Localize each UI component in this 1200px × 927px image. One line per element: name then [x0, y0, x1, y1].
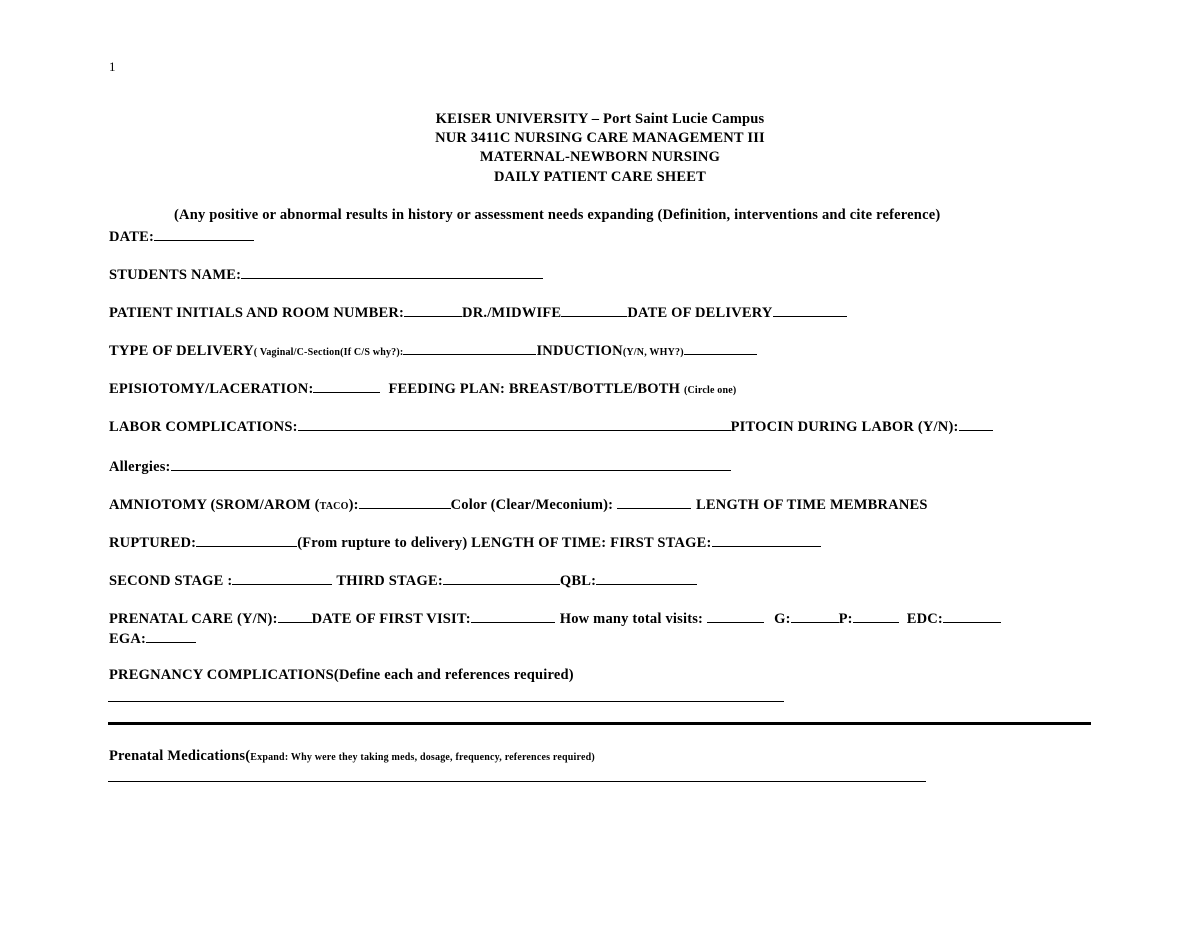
students-name-blank[interactable] [241, 265, 543, 279]
induction-label: INDUCTION [536, 343, 623, 359]
p-blank[interactable] [853, 609, 899, 623]
ega-row [109, 629, 196, 648]
labor-complications-label: LABOR COMPLICATIONS: [109, 419, 298, 435]
qbl-blank[interactable] [596, 571, 697, 585]
episiotomy-label: EPISIOTOMY/LACERATION: [109, 381, 314, 397]
qbl-label: QBL: [559, 573, 597, 589]
g-blank[interactable] [791, 609, 839, 623]
prenatal-medications-row [109, 748, 595, 765]
edc-blank[interactable] [943, 609, 1001, 623]
ruptured-blank[interactable] [196, 533, 297, 547]
pitocin-blank[interactable] [959, 417, 993, 431]
page-number: 1 [109, 59, 116, 74]
prenatal-care-row [109, 609, 1001, 628]
edc-label: EDC: [906, 611, 943, 627]
ega-label: EGA: [109, 631, 147, 647]
first-stage-blank[interactable] [712, 533, 821, 547]
labor-complications-blank[interactable] [298, 417, 731, 431]
amniotomy-end: ): [348, 497, 359, 513]
feeding-plan-note: (Circle one) [683, 385, 737, 396]
allergies-blank[interactable] [171, 457, 731, 471]
date-of-delivery-label: DATE OF DELIVERY [627, 305, 773, 321]
date-blank[interactable] [154, 227, 254, 241]
prenatal-medications-line[interactable] [108, 781, 926, 782]
total-visits-blank[interactable] [707, 609, 764, 623]
dr-midwife-label: DR./MIDWIFE [462, 305, 562, 321]
type-of-delivery-blank[interactable] [403, 341, 536, 355]
delivery-type-row [109, 341, 757, 360]
patient-initials-label: PATIENT INITIALS AND ROOM NUMBER: [109, 305, 405, 321]
amniotomy-row [109, 495, 928, 514]
ega-blank[interactable] [146, 629, 196, 643]
second-stage-blank[interactable] [232, 571, 332, 585]
header-course: NUR 3411C NURSING CARE MANAGEMENT III [435, 130, 765, 146]
pregnancy-complications-line[interactable] [108, 701, 784, 702]
first-stage-label: (From rupture to delivery) LENGTH OF TIME: FIRST STAGE: [297, 535, 712, 551]
pregnancy-complications-label: PREGNANCY COMPLICATIONS(Define each and references required) [109, 667, 574, 683]
students-name-row [109, 265, 543, 284]
first-visit-label: DATE OF FIRST VISIT: [311, 611, 471, 627]
induction-blank[interactable] [684, 341, 757, 355]
allergies-row [109, 457, 731, 476]
prenatal-care-label: PRENATAL CARE (Y/N): [109, 611, 278, 627]
g-label: G: [774, 611, 791, 627]
type-of-delivery-note: ( Vaginal/C-Section(If C/S why?): [253, 347, 404, 358]
color-label: Color (Clear/Meconium): [450, 497, 614, 513]
color-blank[interactable] [617, 495, 691, 509]
patient-row [109, 303, 847, 322]
date-row [109, 227, 254, 246]
episiotomy-blank[interactable] [313, 379, 380, 393]
ruptured-label: RUPTURED: [109, 535, 197, 551]
length-membranes-label: LENGTH OF TIME MEMBRANES [696, 497, 928, 513]
stages-row [109, 571, 697, 590]
third-stage-blank[interactable] [443, 571, 560, 585]
second-stage-label: SECOND STAGE : [109, 573, 233, 589]
feeding-plan-label: FEEDING PLAN: BREAST/BOTTLE/BOTH [388, 381, 681, 397]
pitocin-label: PITOCIN DURING LABOR (Y/N): [730, 419, 959, 435]
date-of-delivery-blank[interactable] [773, 303, 847, 317]
third-stage-label: THIRD STAGE: [336, 573, 443, 589]
prenatal-medications-label: Prenatal Medications( [109, 748, 251, 764]
header-subject: MATERNAL-NEWBORN NURSING [479, 149, 721, 165]
prenatal-care-blank[interactable] [278, 609, 312, 623]
type-of-delivery-label: TYPE OF DELIVERY [109, 343, 254, 359]
prenatal-medications-note: Expand: Why were they taking meds, dosage, frequency, references required) [250, 752, 595, 763]
patient-initials-blank[interactable] [404, 303, 462, 317]
labor-complications-row [109, 417, 993, 436]
date-label: DATE: [109, 229, 155, 245]
students-name-label: STUDENTS NAME: [109, 267, 242, 283]
total-visits-label: How many total visits: [559, 611, 704, 627]
p-label: P: [838, 611, 853, 627]
amniotomy-blank[interactable] [359, 495, 451, 509]
amniotomy-label: AMNIOTOMY (SROM/AROM ( [109, 497, 320, 513]
dr-midwife-blank[interactable] [561, 303, 627, 317]
taco-label: TACO [319, 501, 349, 512]
instruction-text: (Any positive or abnormal results in history or assessment needs expanding (Definition, interventions and cite reference) [174, 207, 941, 223]
first-visit-blank[interactable] [471, 609, 555, 623]
header-sheet-title: DAILY PATIENT CARE SHEET [493, 169, 707, 185]
section-divider [108, 722, 1091, 725]
induction-note: (Y/N, WHY?) [622, 347, 684, 358]
header-university: KEISER UNIVERSITY – Port Saint Lucie Campus [435, 111, 765, 127]
episiotomy-row [109, 379, 736, 398]
ruptured-row [109, 533, 821, 552]
allergies-label: Allergies: [109, 459, 171, 475]
